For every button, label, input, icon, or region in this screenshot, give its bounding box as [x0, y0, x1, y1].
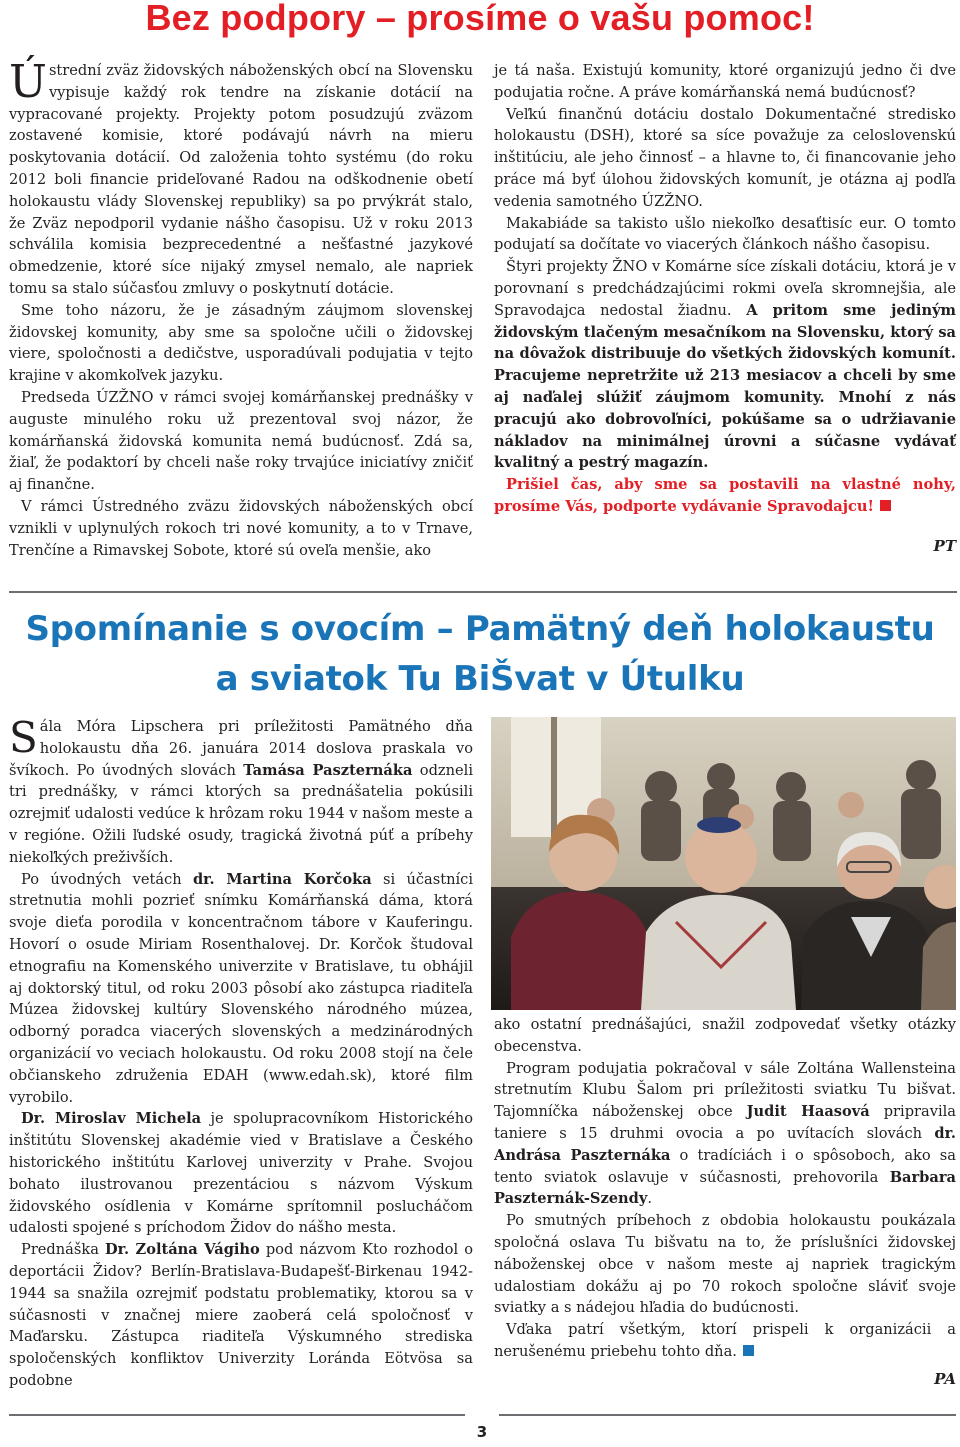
article1-paragraph: je tá naša. Existujú komunity, ktoré organizujú jedno či dve podujatia ročne. A práve komárňanská nemá budúcnosť?: [494, 62, 956, 101]
article1-text: Štyri projekty ŽNO v Komárne síce získali dotáciu, ktorá je v porovnaní s predchádzajúcimi rokmi oveľa skromnejšia, ale Spravodajca nedostal žiadnu.: [494, 258, 956, 319]
article1-bold-text: A pritom sme jediným židovským tlačeným mesačníkom na Slovensku, ktorý sa na dôvažok distribuuje do všetkých židovských komunít. Pracujeme nepretržite už 213 mesiacov a chceli by sme aj naďalej slúžiť záujmom komunity. Mnohí z nás pracujú ako dobrovoľníci, pokúšame sa o udržiavanie nákladov na minimálnej úrovni a súčasne vydávať kvalitný a pestrý magazín.: [494, 301, 956, 472]
article2-paragraph: [9, 713, 473, 869]
event-photo-image: [491, 717, 956, 1010]
article1-paragraph: Sme toho názoru, že je zásadným záujmom slovenskej židovskej komunity, aby sme sa spoločne učili o židovskej viere, spoločnosti a dedičstve, usporadúvali podujatia v tejto krajine v akomkoľvek jazyku.: [9, 301, 473, 385]
article1-dropcap: Ú: [9, 55, 47, 108]
article2-paragraph: Po smutných príbehoch z obdobia holokaustu poukázala spoločná oslava Tu bišvatu na to, že príslušníci židovskej náboženskej obce v našom meste aj napriek tragickým udalostiam dokážu aj po 70 rokoch spoločne sláviť svoje sviatky a s nádejou hľadia do budúcnosti.: [494, 1212, 956, 1317]
section-divider: [9, 591, 957, 593]
article2-text: si účastníci stretnutia mohli pozrieť snímku Komárňanská dáma, ktorá svoje dieťa porodila v koncentračnom tábore v Kauferingu. Hovorí o osude Miriam Rosenthalovej. Dr. Korčok študoval etnografiu na Komenského univerzite v Bratislave, tu obhájil aj doktorský titul, od roku 2003 pôsobí ako zástupca riaditeľa Múzea židovskej kultúry Slovenského národného múzea, odborný poradca viacerých slovenských a medzinárodných organizácií vo veciach holokaustu. Od roku 2008 stojí na čele občianskeho združenia EDAH (www.edah.sk), ktoré film vyrobilo.: [9, 870, 474, 1106]
article2-paragraph: [9, 1239, 473, 1392]
article2-text: Program podujatia pokračoval v sále Zoltána Wallensteina stretnutím Klubu Šalom pri príležitosti sviatku Tu bišvat. Tajomníčka náboženskej obce: [494, 1059, 956, 1121]
article1-column-right: [494, 60, 956, 558]
article1-paragraph: Veľkú finančnú dotáciu dostalo Dokumentačné stredisko holokaustu (DSH), ktoré sa síce považuje za celoslovenskú inštitúciu, ale jeho činnosť – a hlavne to, či financovanie jeho práce má byť úlohou židovských komunít, je otázna aj podľa vedenia samotného ÚZŽNO.: [494, 105, 956, 210]
article2-signature: PA: [934, 1369, 956, 1388]
article2-bold-name: dr. Andrása Paszternáka: [494, 1124, 956, 1164]
article2-title-line1: Spomínanie s ovocím – Pamätný deň holokaustu: [25, 609, 935, 649]
article2-paragraph: [494, 1319, 956, 1363]
article1-title: Bez podpory – prosíme o vašu pomoc!: [145, 0, 815, 38]
article1-paragraph: Makabiáde sa takisto ušlo niekoľko desaťtisíc eur. O tomto podujatí sa dočítate vo viacerých článkoch nášho časopisu.: [494, 214, 956, 254]
article2-text: pod názvom Kto rozhodol o deportácii Židov? Berlín-Bratislava-Budapešť-Birkenau 1942-1944 sa snažila ozrejmiť podstatu problematiky, ktorou sa v súčasnosti v značnej miere zaoberá celá spoločnosť v Maďarsku. Zástupca riaditeľa Výskumného strediska spoločenských konfliktov Univerzity Loránda Eötvösa sa podobne: [9, 1241, 473, 1389]
article2-text: ála Móra Lipschera pri príležitosti Pamätného dňa holokaustu dňa 26. januára 2014 doslova praskala vo švíkoch. Po úvodných slovách: [9, 718, 473, 779]
article1-paragraph: [9, 55, 473, 300]
article2-bold-name: Dr. Zoltána Vágiho: [104, 1241, 260, 1259]
page-number: 3: [476, 1423, 488, 1441]
end-square-icon: [880, 500, 891, 511]
footer-rule-left: [9, 1414, 465, 1416]
article1-appeal-text: Prišiel čas, aby sme sa postavili na vlastné nohy, prosíme Vás, podporte vydávanie Spravodajcu!: [494, 476, 956, 515]
article2-text: odzneli tri prednášky, v rámci ktorých sa prednášatelia pokúsili ozrejmiť udalosti vedúce k hrôzam roku 1944 v našom meste a v regióne. Ožili ľudské osudy, tragická životná púť a príbehy niekoľkých preživších.: [9, 761, 473, 866]
event-photo: [491, 717, 956, 1010]
article2-bold-name: Barbara Paszternák-Szendy: [494, 1168, 956, 1208]
article2-dropcap: S: [9, 713, 38, 762]
article1-paragraph: [494, 256, 956, 474]
article1-column-left: [9, 55, 473, 561]
article2-text: Prednáška: [21, 1241, 105, 1259]
article1-signature: PT: [933, 536, 956, 555]
end-square-icon: [743, 1345, 754, 1356]
article2-text: o tradíciách i o spôsoboch, ako sa tento sviatok oslavuje v súčasnosti, prehovorila: [494, 1146, 956, 1186]
article2-paragraph: [494, 1058, 956, 1211]
article2-text: Vďaka patrí všetkým, ktorí prispeli k organizácii a nerušenému priebehu tohto dňa.: [494, 1321, 956, 1360]
article1-paragraph: Predseda ÚZŽNO v rámci svojej komárňanskej prednášky v auguste minulého roku už prezentoval svoj názor, že komárňanská židovská komunita nemá budúcnosť. Zdá sa, žiaľ, že podaktorí by chceli naše roky trvajúce iniciatívy zničiť aj finančne.: [9, 388, 473, 494]
article2-text: .: [647, 1190, 652, 1208]
article2-bold-name: Tamása Paszternáka: [243, 761, 413, 779]
article1-appeal: [494, 474, 956, 518]
article1-text: strední zväz židovských náboženských obcí na Slovensku vypisuje každý rok tendre na získanie dotácií na vypracované projekty. Projekty potom posudzujú zväzom zostavené komisie, ktoré podávajú návrh na mieru poskytovania dotácií. Od založenia tohto systému (do roku 2012 boli financie prideľované Radou na odškodnenie obetí holokaustu vlády Slovenskej republiky) sa po prvýkrát stalo, že Zväz nepodporil vydanie nášho časopisu. Už v roku 2013 schválila komisia bezprecedentné a nešťastné jazykové obmedzenie, ktoré síce nijaký zmysel nemalo, ale napriek tomu sa stalo súčasťou zmluvy o poskytnutí dotácie.: [9, 62, 473, 297]
article2-paragraph: ako ostatní prednášajúci, snažil zodpovedať všetky otázky obecenstva.: [494, 1016, 956, 1055]
article2-text: je spolupracovníkom Historického inštitútu Slovenskej akadémie vied v Bratislave a Českého historického inštitútu Karlovej univerzity v Prahe. Svojou bohato ilustrovanou prezentáciou s názvom Výskum židovského osídlenia v Komárne sprítomnil poslucháčom udalosti spojené s príchodom Židov do nášho mesta.: [9, 1110, 473, 1237]
article2-bold-name: Dr. Miroslav Michela: [21, 1110, 202, 1128]
article2-text: pripravila taniere s 15 druhmi ovocia a po uvítacích slovách: [494, 1103, 956, 1142]
article2-bold-name: dr. Martina Korčoka: [192, 870, 372, 888]
article2-paragraph: [9, 869, 473, 1109]
article2-paragraph: [9, 1108, 473, 1239]
footer-rule-right: [499, 1414, 956, 1416]
article1-paragraph: V rámci Ústredného zväzu židovských náboženských obcí vznikli v uplynulých rokoch tri nové komunity, a to v Trnave, Trenčíne a Rimavskej Sobote, ktoré sú oveľa menšie, ako: [9, 497, 473, 559]
article2-column-left: [9, 713, 474, 1392]
article2-column-right: [494, 1014, 956, 1391]
article2-title-line2: a sviatok Tu BiŠvat v Útulku: [215, 659, 745, 699]
article2-bold-name: Judit Haasová: [746, 1103, 870, 1121]
article2-text: Po úvodných vetách: [21, 870, 193, 888]
